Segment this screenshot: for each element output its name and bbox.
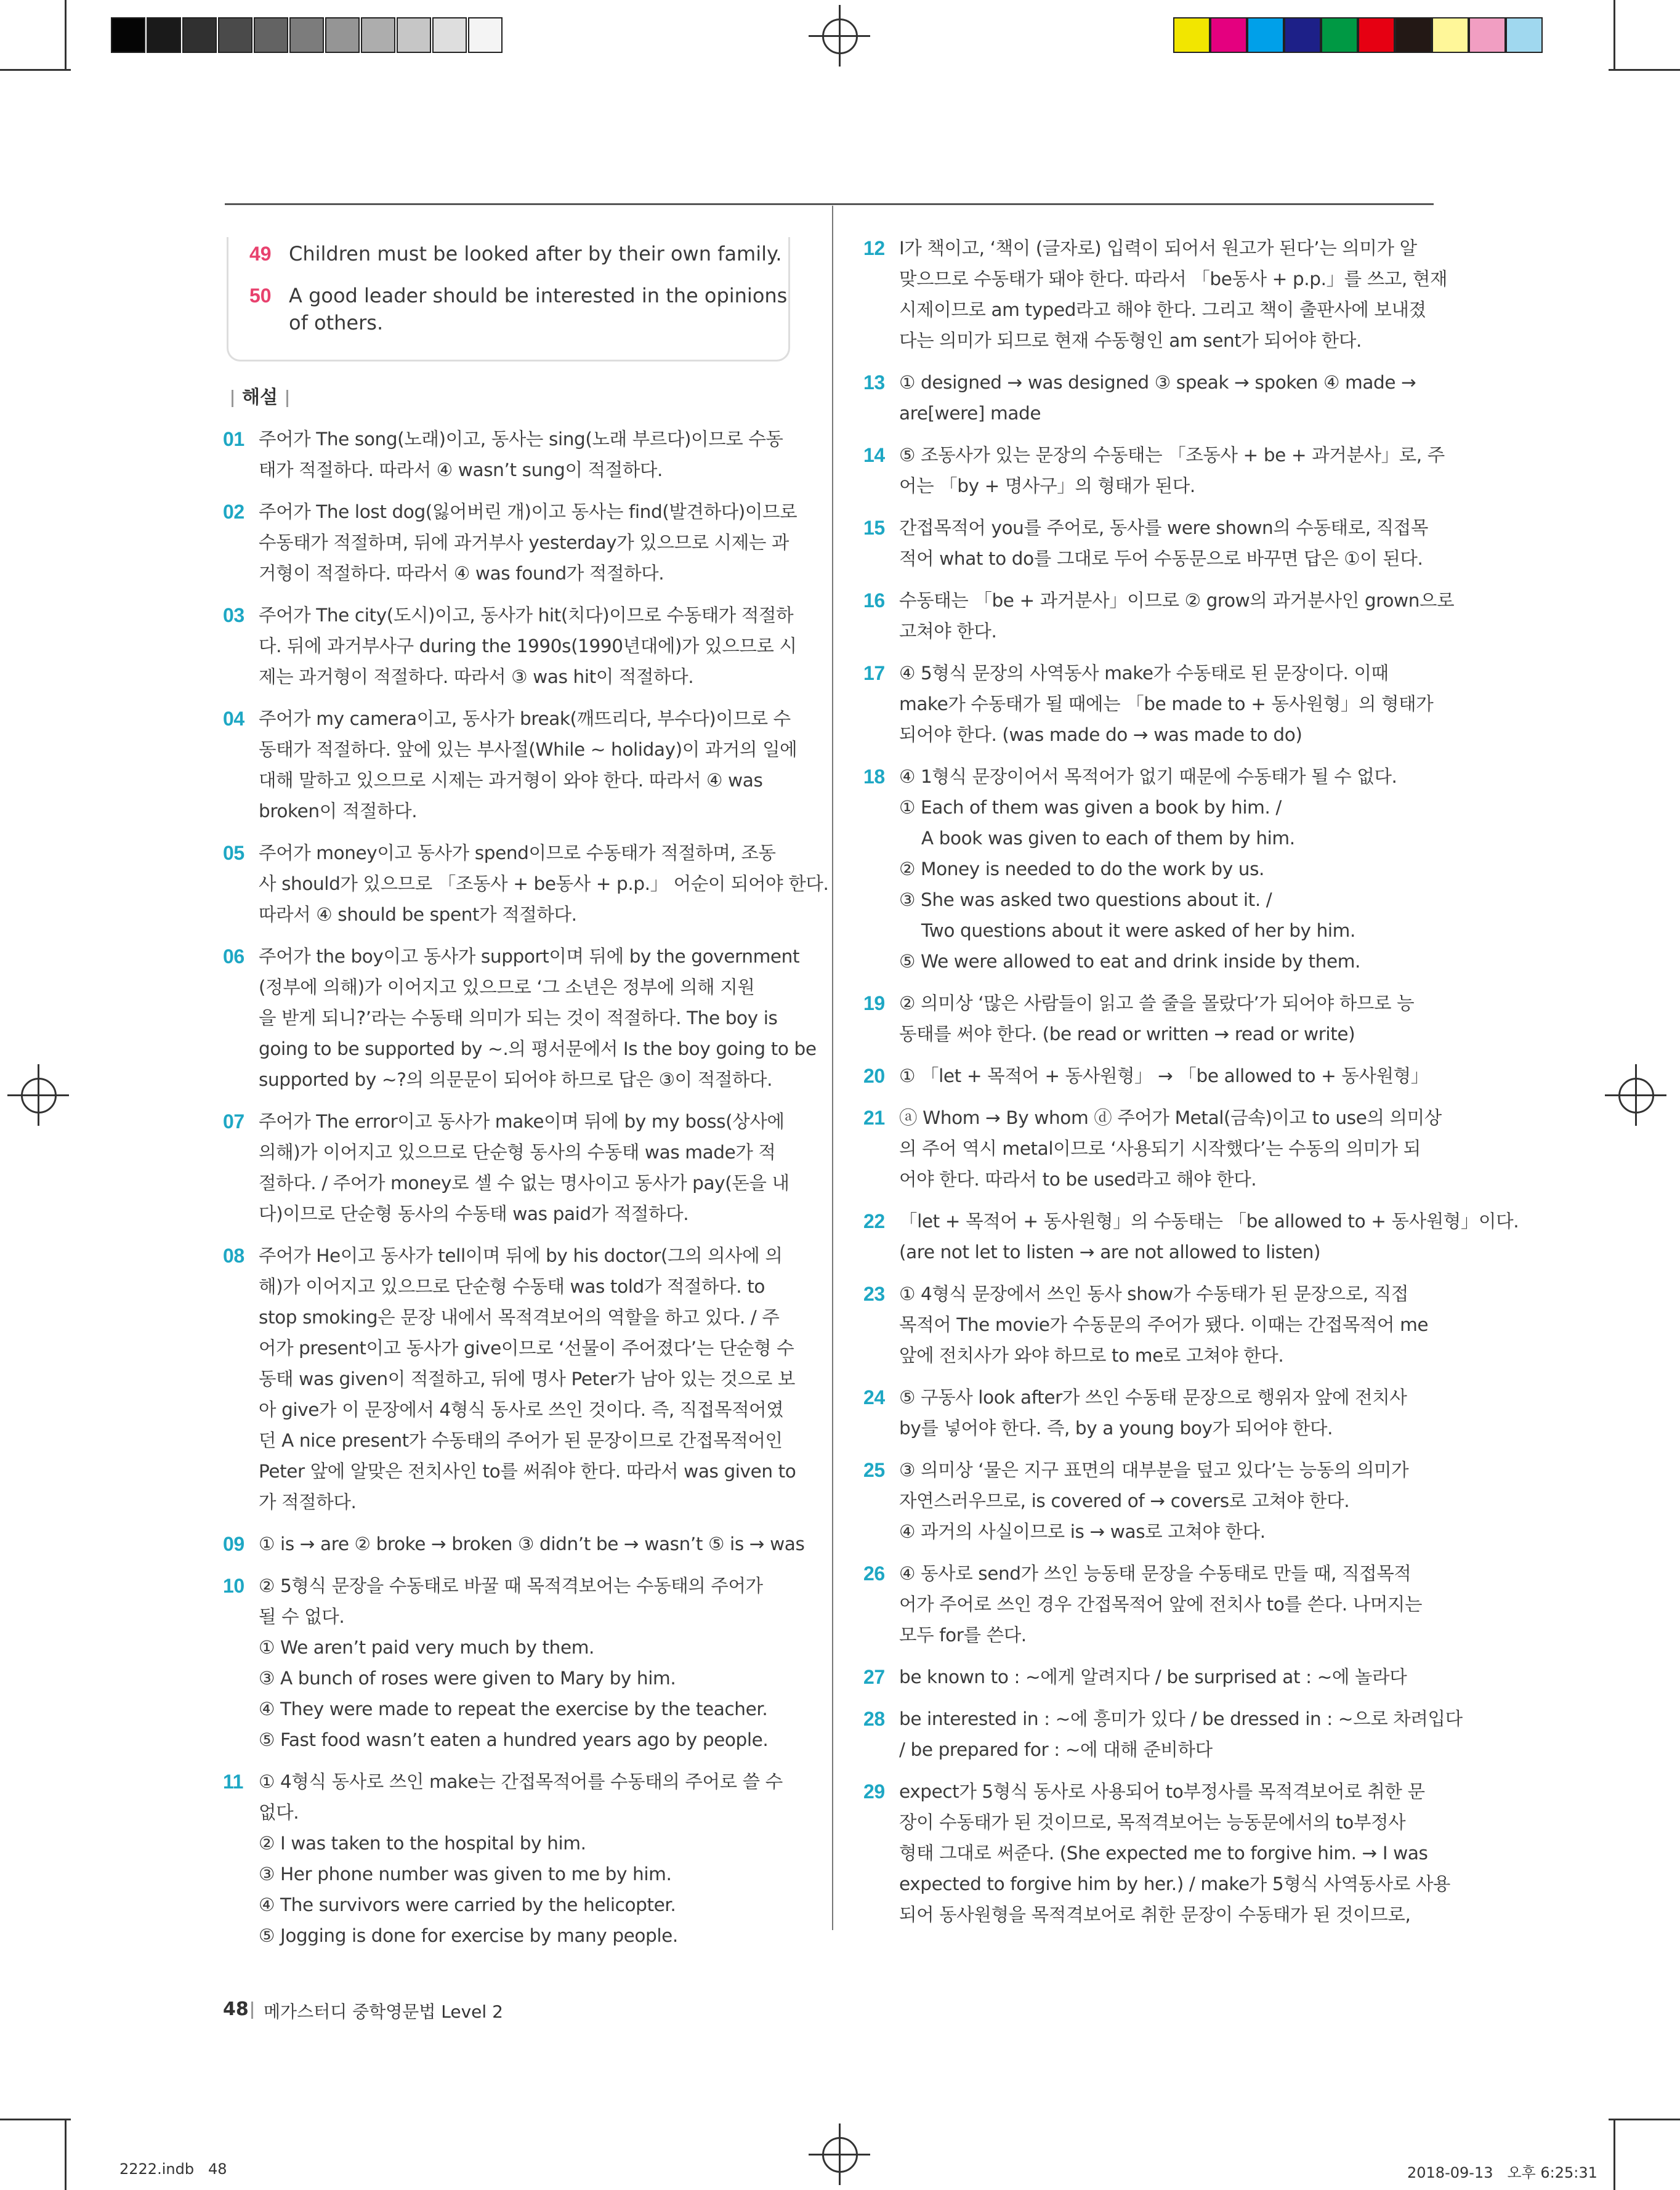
answer-line: ① 「let + 목적어 + 동사원형」 → 「be allowed to + 동사원형」 <box>899 1065 1429 1086</box>
gray-swatch <box>182 17 217 53</box>
answer-line: be interested in : ~에 흥미가 있다 / be dressed in : ~으로 차려입다 <box>899 1708 1463 1729</box>
answer-line: ④ 1형식 문장이어서 목적어가 없기 때문에 수동태가 될 수 없다. <box>899 766 1397 787</box>
footer-divider <box>251 2002 253 2019</box>
answer-line: 적어 what to do를 그대로 두어 수동문으로 바꾸면 답은 ①이 된다. <box>899 548 1423 569</box>
answer-line: ② Money is needed to do the work by us. <box>899 859 1265 879</box>
question-49 <box>249 240 782 267</box>
answer-number: 11 <box>223 1771 244 1793</box>
crop-mark <box>1609 69 1680 71</box>
print-timestamp: 2018-09-13 오후 6:25:31 <box>1407 2164 1597 2181</box>
gray-swatch <box>361 17 395 53</box>
answer-line: 가 적절하다. <box>259 1492 357 1513</box>
answer-line: 고쳐야 한다. <box>899 621 997 642</box>
answer-line: 동태 was given이 적절하고, 뒤에 명사 Peter가 남아 있는 것으로 보 <box>259 1368 796 1389</box>
answer-line: 목적어 The movie가 수동문의 주어가 됐다. 이때는 간접목적어 me <box>899 1314 1429 1335</box>
color-swatch <box>1395 17 1432 53</box>
answer-line: stop smoking은 문장 내에서 목적격보어의 역할을 하고 있다. / 주 <box>259 1307 780 1328</box>
answer-line: 어는 「by + 명사구」의 형태가 된다. <box>899 475 1195 496</box>
question-50 <box>249 282 787 336</box>
answer-line: 주어가 The error이고 동사가 make이며 뒤에 by my boss(상사에 <box>259 1111 785 1132</box>
answer-line: ① designed → was designed ③ speak → spoken ④ made → <box>899 372 1416 393</box>
answer-line: ④ 동사로 send가 쓰인 능동태 문장을 수동태로 만들 때, 직접목적 <box>899 1563 1411 1584</box>
answer-line: 형태 그대로 써준다. (She expected me to forgive him. → I was <box>899 1843 1428 1864</box>
color-swatch <box>1432 17 1469 53</box>
registration-mark-top <box>809 5 870 67</box>
section-heading <box>223 382 297 409</box>
answer-line: 간접목적어 you를 주어로, 동사를 were shown의 수동태로, 직접목 <box>899 517 1428 538</box>
answer-number: 15 <box>863 517 885 539</box>
answer-line: ① 4형식 문장에서 쓰인 동사 show가 수동태가 된 문장으로, 직접 <box>899 1283 1408 1304</box>
crop-mark <box>0 69 71 71</box>
answer-number: 28 <box>863 1708 885 1730</box>
answer-line: ⑤ 조동사가 있는 문장의 수동태는 「조동사 + be + 과거분사」로, 주 <box>899 445 1445 466</box>
answer-line: 따라서 ④ should be spent가 적절하다. <box>259 904 577 925</box>
answer-line: ⓐ Whom → By whom ⓓ 주어가 Metal(금속)이고 to use의 의미상 <box>899 1107 1442 1128</box>
question-number: 50 <box>249 285 272 307</box>
answer-line: ③ A bunch of roses were given to Mary by him. <box>259 1668 676 1689</box>
gray-swatch <box>218 17 252 53</box>
answer-line: 맞으므로 수동태가 돼야 한다. 따라서 「be동사 + p.p.」를 쓰고, 현재 <box>899 269 1448 289</box>
answer-number: 18 <box>863 766 885 788</box>
answer-line: 절하다. / 주어가 money로 셀 수 없는 명사이고 동사가 pay(돈을 내 <box>259 1173 790 1194</box>
page-number: 48 <box>223 1998 249 2020</box>
answer-number: 20 <box>863 1065 885 1087</box>
answer-line: 주어가 the boy이고 동사가 support이며 뒤에 by the government <box>259 946 800 967</box>
answer-line: by를 넣어야 한다. 즉, by a young boy가 되어야 한다. <box>899 1418 1333 1439</box>
color-swatch <box>1173 17 1210 53</box>
answer-number: 14 <box>863 444 885 466</box>
answer-line: 어가 주어로 쓰인 경우 간접목적어 앞에 전치사 to를 쓴다. 나머지는 <box>899 1594 1423 1615</box>
answer-line: 동태가 적절하다. 앞에 있는 부사절(While ~ holiday)이 과거의 일에 <box>259 739 798 760</box>
color-swatch <box>1506 17 1543 53</box>
gray-swatch <box>468 17 503 53</box>
answer-number: 17 <box>863 662 885 684</box>
answer-line: 거형이 적절하다. 따라서 ④ was found가 적절하다. <box>259 563 664 584</box>
answer-line: ④ 5형식 문장의 사역동사 make가 수동태로 된 문장이다. 이때 <box>899 663 1389 684</box>
answer-line: 자연스러우므로, is covered of → covers로 고쳐야 한다. <box>899 1490 1350 1511</box>
answer-line: ② 5형식 문장을 수동태로 바꿀 때 목적격보어는 수동태의 주어가 <box>259 1575 763 1596</box>
color-swatch <box>1358 17 1395 53</box>
answer-line: 모두 for를 쓴다. <box>899 1625 1027 1646</box>
crop-mark <box>65 2119 67 2190</box>
color-swatch <box>1321 17 1358 53</box>
answer-line: supported by ~?의 의문문이 되어야 하므로 답은 ③이 적절하다. <box>259 1069 773 1090</box>
top-rule <box>225 203 1434 205</box>
answer-line: ⑤ Jogging is done for exercise by many people. <box>259 1925 678 1946</box>
answer-line: (are not let to listen → are not allowed to listen) <box>899 1242 1321 1263</box>
answer-line: 다. 뒤에 과거부사구 during the 1990s(1990년대에)가 있으므로 시 <box>259 636 797 657</box>
answer-number: 01 <box>223 428 244 450</box>
answer-line: ⑤ 구동사 look after가 쓰인 수동태 문장으로 행위자 앞에 전치사 <box>899 1387 1407 1408</box>
gray-swatch <box>289 17 324 53</box>
answer-line: 되어 동사원형을 목적격보어로 취한 문장이 수동태가 된 것이므로, <box>899 1904 1411 1925</box>
answer-line: 대해 말하고 있으므로 시제는 과거형이 와야 한다. 따라서 ④ was <box>259 770 763 791</box>
answer-number: 10 <box>223 1575 244 1597</box>
answer-line: 을 받게 되니?’라는 수동태 의미가 되는 것이 적절하다. The boy is <box>259 1008 778 1028</box>
answer-line: 주어가 my camera이고, 동사가 break(깨뜨리다, 부수다)이므로 수 <box>259 708 791 729</box>
answer-line: 아 give가 이 문장에서 4형식 동사로 쓰인 것이다. 즉, 직접목적어였 <box>259 1399 784 1420</box>
answer-line: A book was given to each of them by him. <box>899 828 1295 849</box>
answer-number: 13 <box>863 371 885 394</box>
answer-line: ① Each of them was given a book by him. / <box>899 797 1282 818</box>
answer-line: 태가 적절하다. 따라서 ④ wasn’t sung이 적절하다. <box>259 459 663 480</box>
answer-line: 없다. <box>259 1802 299 1823</box>
answer-line: 동태를 써야 한다. (be read or written → read or write) <box>899 1024 1355 1044</box>
answer-line: ⑤ We were allowed to eat and drink inside by them. <box>899 951 1361 972</box>
answer-line: 제는 과거형이 적절하다. 따라서 ③ was hit이 적절하다. <box>259 666 694 687</box>
answer-number: 12 <box>863 237 885 259</box>
question-text: of others. <box>289 311 384 334</box>
answer-line: 주어가 He이고 동사가 tell이며 뒤에 by his doctor(그의 의사에 의 <box>259 1245 783 1266</box>
crop-mark <box>1613 2119 1615 2190</box>
answer-line: expected to forgive him by her.) / make가 5형식 사역동사로 사용 <box>899 1873 1451 1894</box>
answer-line: ① We aren’t paid very much by them. <box>259 1637 595 1658</box>
answer-line: ④ 과거의 사실이므로 is → was로 고쳐야 한다. <box>899 1521 1266 1542</box>
crop-mark <box>1613 0 1615 71</box>
answer-line: I가 책이고, ‘책이 (글자로) 입력이 되어서 원고가 된다’는 의미가 알 <box>899 238 1417 259</box>
answer-line: / be prepared for : ~에 대해 준비하다 <box>899 1739 1213 1760</box>
answer-number: 02 <box>223 501 244 523</box>
answer-number: 08 <box>223 1245 244 1267</box>
file-slug: 2222.indb 48 <box>119 2160 227 2178</box>
answer-number: 22 <box>863 1210 885 1232</box>
answer-line: 주어가 The song(노래)이고, 동사는 sing(노래 부르다)이므로 수동 <box>259 429 783 450</box>
answer-line: ② 의미상 ‘많은 사람들이 읽고 쓸 줄을 몰랐다’가 되어야 하므로 능 <box>899 993 1415 1014</box>
answer-line: 어가 present이고 동사가 give이므로 ‘선물이 주어졌다’는 단순형 수 <box>259 1338 794 1359</box>
question-text: Children must be looked after by their own family. <box>289 242 782 265</box>
answer-line: 던 A nice present가 수동태의 주어가 된 문장이므로 간접목적어인 <box>259 1430 783 1451</box>
answer-line: 다는 의미가 되므로 현재 수동형인 am sent가 되어야 한다. <box>899 330 1362 351</box>
answer-number: 23 <box>863 1283 885 1305</box>
crop-mark <box>0 2119 71 2120</box>
answer-line: ② I was taken to the hospital by him. <box>259 1833 586 1854</box>
answer-line: 주어가 The city(도시)이고, 동사가 hit(치다)이므로 수동태가 적절하 <box>259 605 794 626</box>
answer-line: ① is → are ② broke → broken ③ didn’t be → wasn’t ⑤ is → was <box>259 1533 805 1554</box>
answer-number: 21 <box>863 1107 885 1129</box>
answer-line: ③ 의미상 ‘물은 지구 표면의 대부분을 덮고 있다’는 능동의 의미가 <box>899 1460 1409 1481</box>
answer-number: 24 <box>863 1386 885 1408</box>
question-number: 49 <box>249 243 272 265</box>
crop-mark <box>65 0 67 71</box>
answer-number: 29 <box>863 1780 885 1803</box>
answer-line: 주어가 The lost dog(잃어버린 개)이고 동사는 find(발견하다)이므로 <box>259 501 798 522</box>
answer-line: ④ They were made to repeat the exercise by the teacher. <box>259 1699 768 1719</box>
column-divider <box>832 206 833 1930</box>
answer-line: be known to : ~에게 알려지다 / be surprised at : ~에 놀라다 <box>899 1667 1407 1687</box>
answer-line: 될 수 없다. <box>259 1606 345 1627</box>
answer-line: ⑤ Fast food wasn’t eaten a hundred years ago by people. <box>259 1729 769 1750</box>
gray-swatch <box>111 17 145 53</box>
answer-line: Peter 앞에 알맞은 전치사인 to를 써줘야 한다. 따라서 was given to <box>259 1461 796 1482</box>
answer-line: 사 should가 있으므로 「조동사 + be동사 + p.p.」 어순이 되어야 한다. <box>259 873 829 894</box>
color-swatch <box>1210 17 1247 53</box>
book-title: 메가스터디 중학영문법 Level 2 <box>264 2002 503 2022</box>
answer-line: ④ The survivors were carried by the helicopter. <box>259 1894 676 1915</box>
answer-line: make가 수동태가 될 때에는 「be made to + 동사원형」의 형태가 <box>899 693 1434 714</box>
answer-line: 수동태는 「be + 과거분사」이므로 ② grow의 과거분사인 grown으로 <box>899 590 1455 611</box>
registration-mark-bottom <box>809 2123 870 2185</box>
answer-line: ③ Her phone number was given to me by him. <box>259 1864 672 1885</box>
answer-number: 04 <box>223 708 244 730</box>
crop-mark <box>1609 2119 1680 2120</box>
answer-number: 05 <box>223 842 244 864</box>
answer-line: 시제이므로 am typed라고 해야 한다. 그리고 책이 출판사에 보내졌 <box>899 299 1426 320</box>
answer-number: 06 <box>223 945 244 968</box>
answer-line: Two questions about it were asked of her by him. <box>899 920 1355 941</box>
answer-number: 07 <box>223 1110 244 1133</box>
color-swatch <box>1469 17 1506 53</box>
answer-line: 다)이므로 단순형 동사의 수동태 was paid가 적절하다. <box>259 1203 689 1224</box>
answer-line: 의해)가 이어지고 있으므로 단순형 동사의 수동태 was made가 적 <box>259 1142 776 1163</box>
color-swatch <box>1284 17 1321 53</box>
answer-number: 03 <box>223 604 244 626</box>
gray-swatch <box>254 17 288 53</box>
color-swatch <box>1247 17 1284 53</box>
answer-number: 19 <box>863 992 885 1014</box>
answer-number: 26 <box>863 1562 885 1585</box>
registration-mark-left <box>7 1064 69 1126</box>
gray-swatch <box>325 17 360 53</box>
answer-line: 되어야 한다. (was made do → was made to do) <box>899 724 1302 745</box>
answer-line: ① 4형식 동사로 쓰인 make는 간접목적어를 수동태의 주어로 쓸 수 <box>259 1771 783 1792</box>
answer-line: going to be supported by ~.의 평서문에서 Is the boy going to be <box>259 1038 817 1059</box>
answer-line: 어야 한다. 따라서 to be used라고 해야 한다. <box>899 1169 1257 1190</box>
answer-line: (정부에 의해)가 이어지고 있으므로 ‘그 소년은 정부에 의해 지원 <box>259 977 755 998</box>
answer-number: 09 <box>223 1533 244 1555</box>
answer-line: 해)가 이어지고 있으므로 단순형 수동태 was told가 적절하다. to <box>259 1276 765 1297</box>
answer-number: 27 <box>863 1666 885 1688</box>
answer-line: are[were] made <box>899 403 1041 424</box>
answer-line: broken이 적절하다. <box>259 801 418 822</box>
answer-line: ③ She was asked two questions about it. / <box>899 889 1272 910</box>
answer-line: 「let + 목적어 + 동사원형」의 수동태는 「be allowed to + 동사원형」이다. <box>899 1211 1519 1232</box>
answer-line: 장이 수동태가 된 것이므로, 목적격보어는 능동문에서의 to부정사 <box>899 1812 1406 1833</box>
gray-swatch <box>397 17 431 53</box>
answer-line: 수동태가 적절하며, 뒤에 과거부사 yesterday가 있으므로 시제는 과 <box>259 532 790 553</box>
answer-line: 주어가 money이고 동사가 spend이므로 수동태가 적절하며, 조동 <box>259 842 776 863</box>
gray-swatch <box>147 17 181 53</box>
registration-mark-right <box>1605 1064 1666 1126</box>
gray-swatch <box>432 17 467 53</box>
answer-line: expect가 5형식 동사로 사용되어 to부정사를 목적격보어로 취한 문 <box>899 1781 1425 1802</box>
answer-line: 앞에 전치사가 와야 하므로 to me로 고쳐야 한다. <box>899 1345 1284 1366</box>
heading-label: 해설 <box>242 387 278 408</box>
answer-line: 의 주어 역시 metal이므로 ‘사용되기 시작했다’는 수동의 의미가 되 <box>899 1138 1421 1159</box>
answer-number: 25 <box>863 1459 885 1481</box>
answer-number: 16 <box>863 589 885 612</box>
question-text: A good leader should be interested in the opinions <box>289 284 788 307</box>
